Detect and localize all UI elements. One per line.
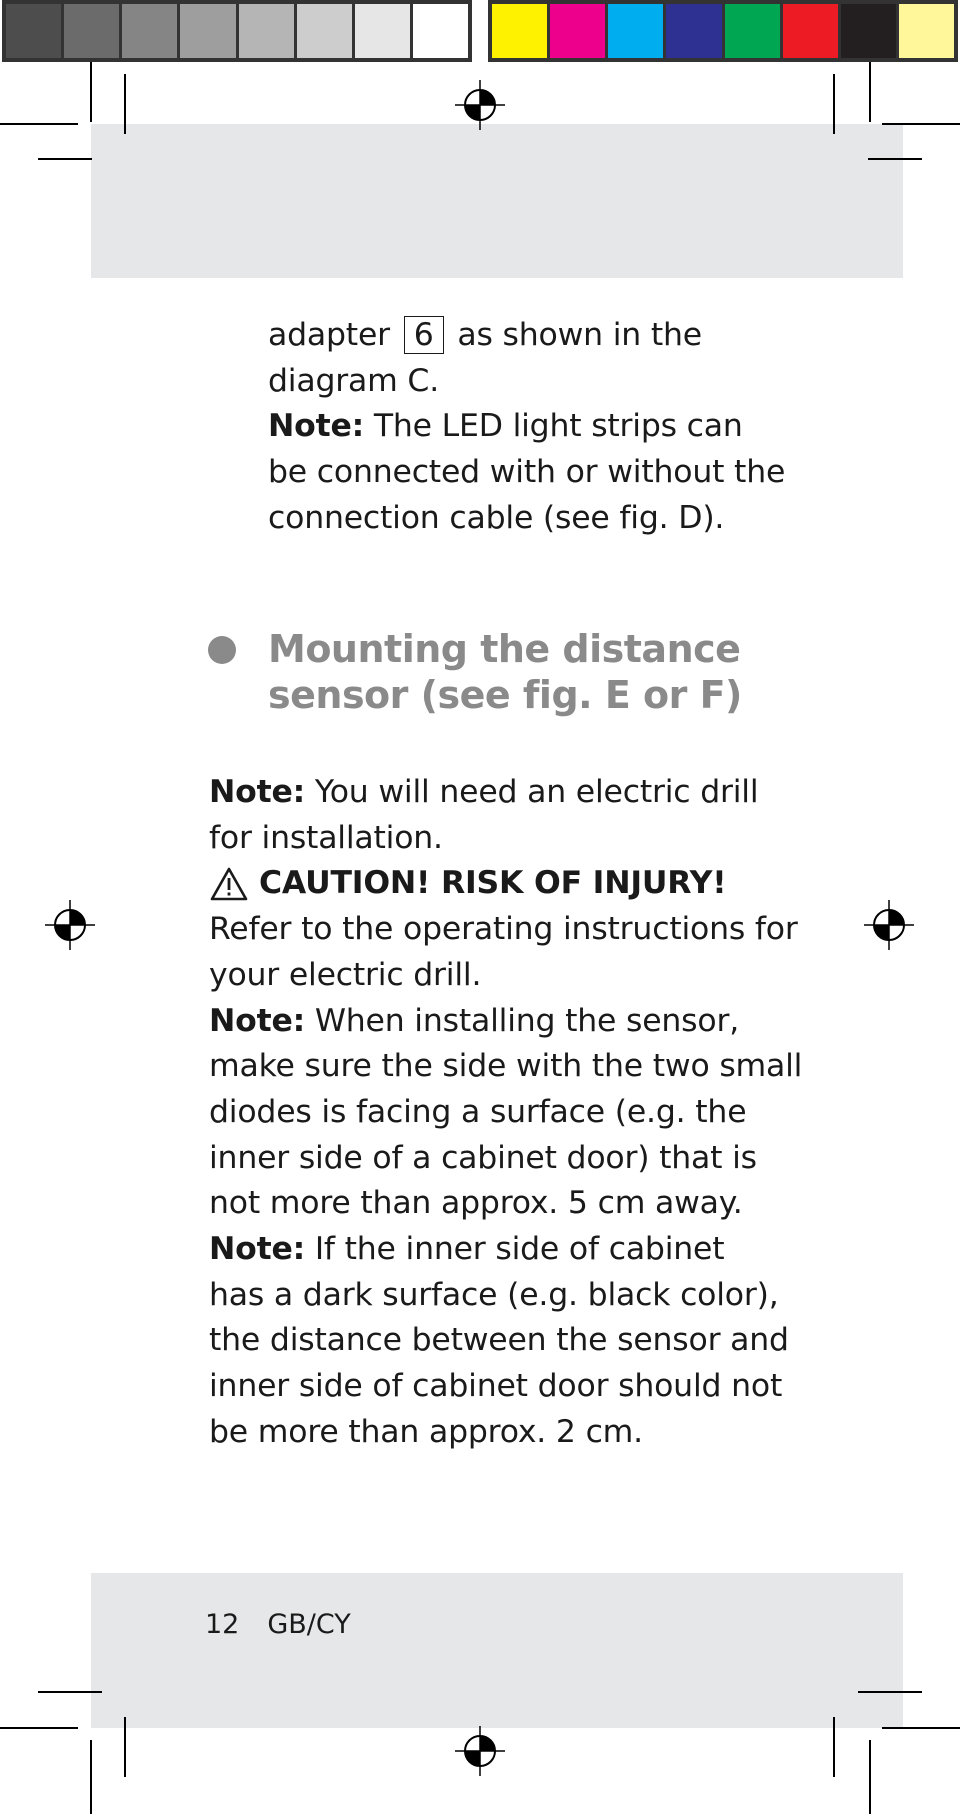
crop-mark [38, 158, 92, 160]
gray-swatch [64, 4, 122, 58]
crop-mark [858, 1691, 922, 1693]
crop-mark [882, 123, 960, 125]
note-line [209, 770, 789, 816]
heading-line: Mounting the distance [268, 627, 741, 671]
gray-swatch [413, 4, 468, 58]
color-swatch [841, 4, 899, 58]
crop-mark [124, 74, 126, 134]
text-line: the distance between the sensor and [209, 1322, 789, 1359]
bullet-icon [208, 636, 236, 664]
crop-mark [882, 1727, 960, 1729]
text-line: diodes is facing a surface (e.g. the [209, 1093, 747, 1130]
text-fragment: You will need an electric drill [305, 774, 759, 810]
caution-text: CAUTION! RISK OF INJURY! [259, 865, 727, 902]
crop-mark [0, 1727, 78, 1729]
note-label: Note: [209, 1002, 306, 1039]
text-line [268, 313, 788, 359]
warning-triangle-icon [209, 866, 249, 902]
text-line: be more than approx. 2 cm. [209, 1413, 643, 1450]
text-line: be connected with or without the [268, 454, 786, 491]
footer-band [91, 1573, 903, 1728]
color-swatch [666, 4, 724, 58]
registration-mark-icon [455, 1726, 505, 1776]
crop-mark [833, 74, 835, 134]
text-line: your electric drill. [209, 956, 482, 993]
header-band [91, 124, 903, 278]
registration-mark-icon [864, 900, 914, 950]
registration-mark-icon [455, 80, 505, 130]
gray-swatch [297, 4, 355, 58]
intro-text-block [268, 313, 788, 542]
grayscale-calibration-bar [2, 0, 472, 62]
text-fragment: adapter [268, 317, 390, 353]
color-swatch [608, 4, 666, 58]
page-number: 12 [205, 1609, 240, 1640]
gray-swatch [6, 4, 64, 58]
text-line: connection cable (see fig. D). [268, 499, 725, 536]
text-fragment: If the inner side of cabinet [305, 1231, 725, 1268]
page-footer [205, 1605, 379, 1645]
crop-mark [0, 123, 78, 125]
color-swatch [725, 4, 783, 58]
text-line: inner side of a cabinet door) that is [209, 1139, 757, 1176]
body-text-block [209, 770, 803, 1456]
color-swatch [783, 4, 841, 58]
crop-mark [90, 62, 92, 122]
color-calibration-bar [488, 0, 958, 62]
crop-mark [869, 62, 871, 122]
text-line: not more than approx. 5 cm away. [209, 1185, 743, 1222]
note-line [209, 999, 789, 1045]
color-swatch [492, 4, 550, 58]
text-line: Refer to the operating instructions for [209, 911, 798, 948]
gray-swatch [180, 4, 238, 58]
gray-swatch [239, 4, 297, 58]
crop-mark [90, 1740, 92, 1814]
text-line: for installation. [209, 819, 443, 856]
crop-mark [38, 1691, 102, 1693]
note-label: Note: [209, 1231, 306, 1268]
crop-mark [124, 1717, 126, 1777]
caution-line [209, 861, 789, 907]
note-label: Note: [209, 774, 306, 810]
gray-swatch [355, 4, 413, 58]
note-label: Note: [268, 408, 365, 445]
text-line: inner side of cabinet door should not [209, 1368, 783, 1405]
gray-swatch [122, 4, 180, 58]
color-swatch [899, 4, 954, 58]
part-reference-number: 6 [404, 316, 444, 354]
note-line [268, 404, 788, 450]
note-line [209, 1227, 789, 1273]
crop-mark [868, 158, 922, 160]
text-fragment: as shown in the [457, 317, 702, 353]
text-line: diagram C. [268, 362, 440, 399]
heading-line: sensor (see fig. E or F) [268, 673, 742, 717]
color-swatch [550, 4, 608, 58]
text-fragment: The LED light strips can [364, 408, 743, 445]
text-fragment: When installing the sensor, [305, 1002, 740, 1039]
text-line: make sure the side with the two small [209, 1048, 803, 1085]
crop-mark [869, 1740, 871, 1814]
language-code: GB/CY [267, 1609, 351, 1640]
section-heading [268, 626, 828, 718]
registration-mark-icon [45, 900, 95, 950]
text-line: has a dark surface (e.g. black color), [209, 1276, 779, 1313]
crop-mark [833, 1717, 835, 1777]
